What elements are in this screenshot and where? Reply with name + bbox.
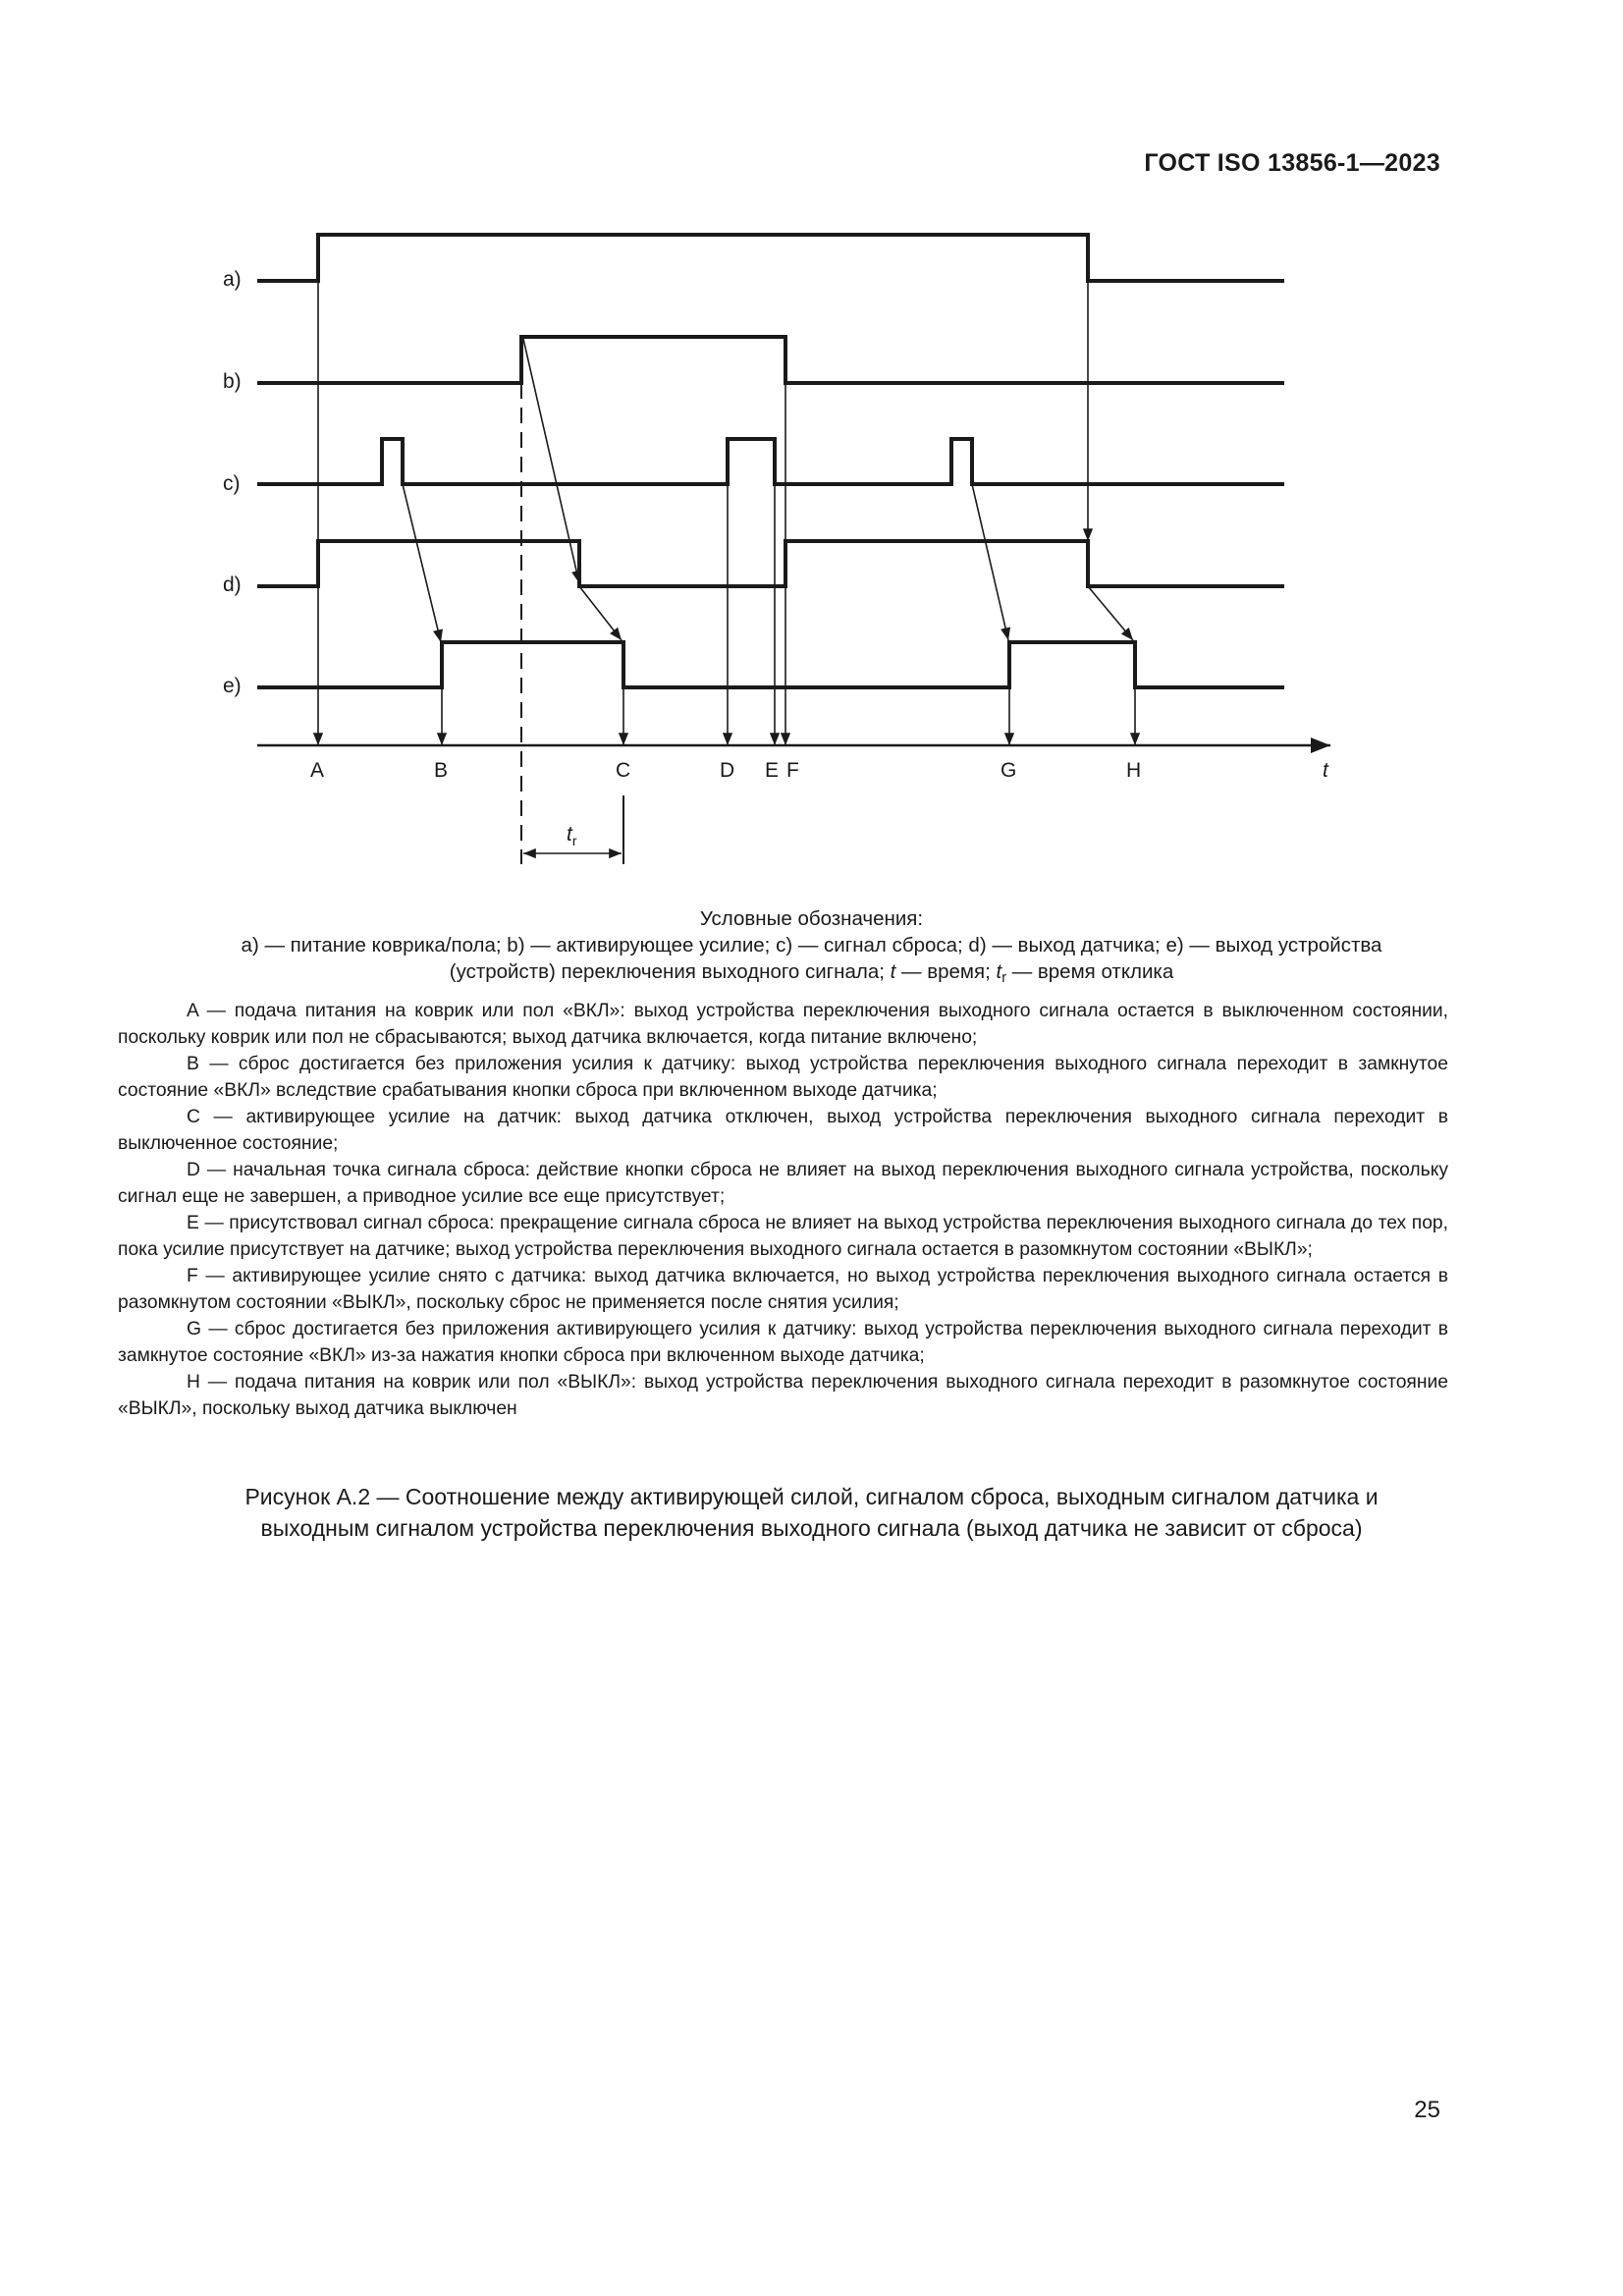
note-C: C — активирующее усилие на датчик: выход датчика отключен, выход устройства переключения выходного сигнала переходит в выключенное состояние;	[118, 1107, 1448, 1154]
note-F: F — активирующее усилие снято с датчика: выход датчика включается, но выход устройства переключения выходного сигнала остается в разомкнутом состоянии «ВЫКЛ», поскольку сброс не применяется после снятия усилия;	[118, 1266, 1448, 1313]
arrow-d-to-e-C	[579, 586, 622, 640]
event-label-F: F	[786, 759, 799, 782]
signal-c-waveform	[257, 439, 1284, 484]
note-B: B — сброс достигается без приложения усилия к датчику: выход устройства переключения выходного сигнала переходит в замкнутое состояние «ВКЛ» вследствие срабатывания кнопки сброса при включенном выходе датчика;	[118, 1054, 1448, 1101]
caption-line-2: выходным сигналом устройства переключения выходного сигнала (выход датчика не зависит от сброса)	[260, 1515, 1363, 1541]
event-label-A: A	[310, 759, 325, 782]
signal-label-b: b)	[223, 370, 242, 393]
timing-diagram	[0, 0, 1623, 884]
arrow-b-to-d-C	[523, 339, 579, 583]
event-label-G: G	[1001, 759, 1017, 782]
page-number: 25	[1414, 2097, 1440, 2123]
signal-e-waveform	[257, 642, 1284, 687]
legend	[118, 905, 1505, 992]
note-A: A — подача питания на коврик или пол «ВКЛ»: выход устройства переключения выходного сигнала остается в выключенном состоянии, поскольку коврик или пол не сбрасываются; выход датчика включается, когда питание включено;	[118, 1001, 1448, 1048]
signal-label-a: a)	[223, 268, 242, 291]
document-header: ГОСТ ISO 13856-1—2023	[1144, 149, 1440, 177]
figure-caption	[118, 1481, 1505, 1544]
note-D: D — начальная точка сигнала сброса: действие кнопки сброса не влияет на выход переключения выходного сигнала устройства, поскольку сигнал еще не завершен, а приводное усилие все еще присутствует;	[118, 1160, 1448, 1207]
signal-label-d: d)	[223, 574, 242, 596]
legend-line-1: a) — питание коврика/пола; b) — активирующее усилие; c) — сигнал сброса; d) — выход датчика; e) — выход устройства	[241, 934, 1382, 957]
event-notes	[118, 998, 1448, 1422]
event-label-D: D	[720, 759, 735, 782]
signal-d-waveform	[257, 541, 1284, 586]
legend-title: Условные обозначения:	[699, 907, 924, 930]
response-time-label: $t_r$	[567, 823, 577, 848]
arrow-d-to-e-H	[1088, 586, 1133, 640]
legend-line-2: (устройств) переключения выходного сигнала; t — время; $t_r$ — время отклика	[449, 960, 1174, 986]
arrow-c-to-e-B	[403, 484, 441, 642]
event-label-C: C	[616, 759, 631, 782]
event-label-E: E	[765, 759, 780, 782]
time-axis-label: t	[1323, 759, 1328, 782]
signal-label-e: e)	[223, 675, 242, 697]
note-G: G — сброс достигается без приложения активирующего усилия к датчику: выход устройства переключения выходного сигнала переходит в замкнутое состояние «ВКЛ» из-за нажатия кнопки сброса при включенном выходе датчика;	[118, 1319, 1448, 1366]
signal-label-c: c)	[223, 472, 241, 495]
event-label-B: B	[434, 759, 449, 782]
caption-line-1: Рисунок А.2 — Соотношение между активирующей силой, сигналом сброса, выходным сигналом датчика и	[244, 1484, 1379, 1509]
signal-a-waveform	[257, 235, 1284, 281]
event-label-H: H	[1126, 759, 1142, 782]
signal-b-waveform	[257, 337, 1284, 383]
note-H: H — подача питания на коврик или пол «ВЫКЛ»: выход устройства переключения выходного сигнала переходит в разомкнутое состояние «ВЫКЛ», поскольку выход датчика выключен	[118, 1372, 1448, 1419]
note-E: E — присутствовал сигнал сброса: прекращение сигнала сброса не влияет на выход устройства переключения выходного сигнала до тех пор, пока усилие присутствует на датчике; выход устройства переключения выходного сигнала остается в разомкнутом состоянии «ВЫКЛ»;	[118, 1213, 1448, 1260]
arrow-c-to-e-G	[972, 484, 1008, 640]
